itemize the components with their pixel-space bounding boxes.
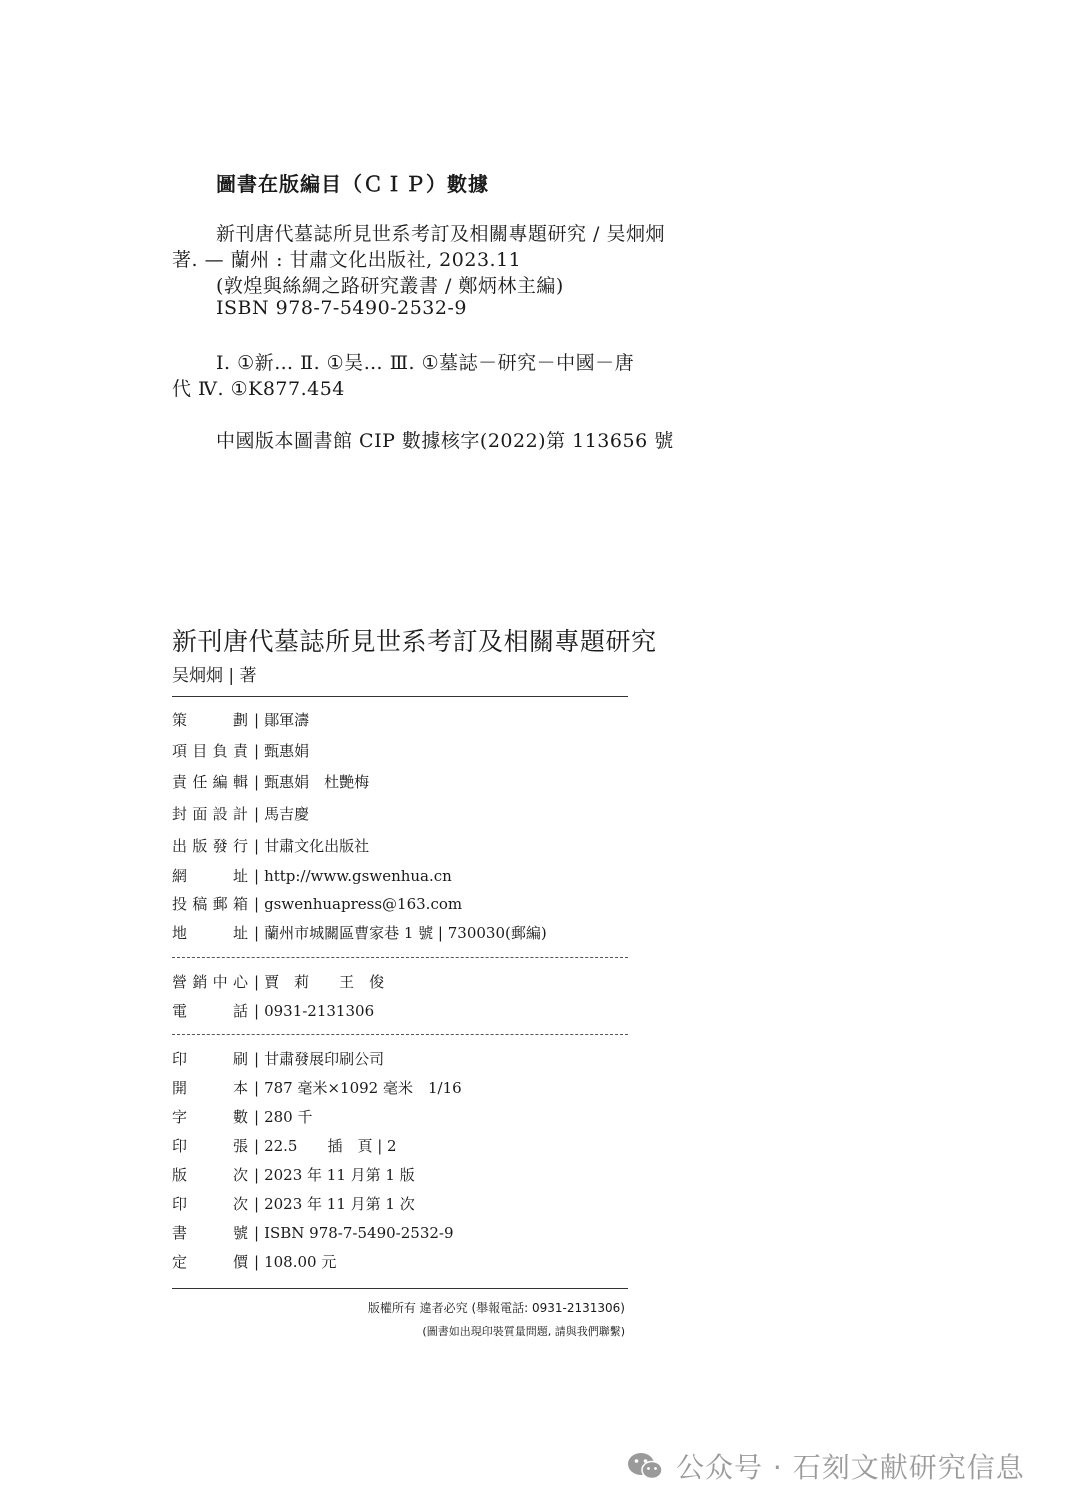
separator: |	[254, 866, 260, 885]
info-row-isbn	[172, 1222, 454, 1243]
info-label: 定價	[172, 1253, 248, 1271]
divider-solid	[172, 1288, 628, 1289]
separator: |	[254, 804, 260, 823]
separator: |	[254, 741, 260, 760]
info-value: 2023 年 11 月第 1 次	[264, 1195, 415, 1213]
info-value: 108.00 元	[264, 1253, 337, 1271]
info-row-website	[172, 865, 452, 886]
info-label: 策劃	[172, 711, 248, 729]
info-value: 甄惠娟 杜艷梅	[264, 773, 370, 791]
info-label: 地址	[172, 924, 248, 942]
separator: |	[254, 923, 260, 942]
info-label: 出版發行	[172, 837, 248, 855]
info-label: 項目負責	[172, 742, 248, 760]
cip-line: 新刊唐代墓誌所見世系考訂及相關專題研究 / 吴炯炯	[216, 223, 665, 245]
watermark-text: 公众号 · 石刻文献研究信息	[676, 1451, 1025, 1484]
book-title: 新刊唐代墓誌所見世系考訂及相關專題研究	[172, 627, 657, 656]
divider-dashed	[172, 957, 628, 958]
separator: |	[254, 894, 260, 913]
info-value: 0931-2131306	[264, 1001, 375, 1020]
info-value: 馬吉慶	[264, 805, 310, 823]
info-value: 22.5 插 頁 | 2	[264, 1137, 397, 1155]
info-row-edition	[172, 1164, 415, 1185]
info-row-phone	[172, 1000, 374, 1021]
wechat-icon	[626, 1451, 664, 1481]
separator: |	[254, 1194, 260, 1213]
separator: |	[254, 1223, 260, 1242]
info-label: 責任編輯	[172, 773, 248, 791]
info-row-address	[172, 922, 547, 943]
info-label: 營銷中心	[172, 973, 248, 991]
info-row-printing	[172, 1193, 415, 1214]
info-label: 開本	[172, 1079, 248, 1097]
divider-solid	[172, 696, 628, 697]
info-label: 字數	[172, 1108, 248, 1126]
info-label: 版次	[172, 1166, 248, 1184]
rights-notice: 版權所有 違者必究 (舉報電話: 0931-2131306)	[367, 1301, 625, 1315]
info-value: 甘肅發展印刷公司	[264, 1050, 385, 1068]
info-row-email	[172, 893, 462, 914]
info-label: 印次	[172, 1195, 248, 1213]
info-row-marketing	[172, 971, 384, 992]
info-label: 印張	[172, 1137, 248, 1155]
separator: |	[254, 1136, 260, 1155]
separator: |	[254, 1252, 260, 1271]
info-row-price	[172, 1251, 336, 1272]
cip-line: (敦煌與絲綢之路研究叢書 / 鄭炳林主編)	[216, 275, 564, 297]
separator: |	[254, 710, 260, 729]
info-value: 甄惠娟	[264, 742, 310, 760]
info-row-planning	[172, 709, 309, 730]
cip-line: Ⅰ. ①新… Ⅱ. ①吴… Ⅲ. ①墓誌－研究－中國－唐	[216, 352, 635, 374]
cip-line: 代 Ⅳ. ①K877.454	[172, 378, 345, 400]
info-value: 2023 年 11 月第 1 版	[264, 1166, 415, 1184]
separator: |	[254, 1165, 260, 1184]
divider-dashed	[172, 1034, 628, 1035]
cip-line: 著. — 蘭州 : 甘肅文化出版社, 2023.11	[172, 249, 522, 271]
info-row-printer	[172, 1048, 384, 1069]
separator: |	[254, 772, 260, 791]
separator: |	[254, 1078, 260, 1097]
info-label: 封面設計	[172, 805, 248, 823]
info-row-format	[172, 1077, 462, 1098]
info-row-word-count	[172, 1106, 312, 1127]
info-row-project-lead	[172, 740, 309, 761]
info-row-publisher	[172, 835, 369, 856]
separator: |	[254, 972, 260, 991]
info-row-cover-design	[172, 803, 309, 824]
info-label: 投稿郵箱	[172, 895, 248, 913]
website-link[interactable]: http://www.gswenhua.cn	[264, 866, 452, 885]
email-link[interactable]: gswenhuapress@163.com	[264, 894, 463, 913]
info-row-editors	[172, 771, 369, 792]
info-value: 鄖軍濤	[264, 711, 310, 729]
quality-note: (圖書如出現印裝質量問題, 請與我們聯繫)	[422, 1325, 625, 1338]
info-label: 電話	[172, 1002, 248, 1020]
info-label: 網址	[172, 867, 248, 885]
info-value: ISBN 978-7-5490-2532-9	[264, 1223, 454, 1242]
cip-heading: 圖書在版編目（ＣＩＰ）數據	[216, 172, 489, 196]
separator: |	[254, 1107, 260, 1126]
separator: |	[254, 1049, 260, 1068]
watermark	[626, 1446, 1025, 1486]
info-row-sheets	[172, 1135, 397, 1156]
cip-line: ISBN 978-7-5490-2532-9	[216, 297, 467, 319]
separator: |	[254, 1001, 260, 1020]
book-author: 吴炯炯 | 著	[172, 666, 257, 686]
separator: |	[254, 836, 260, 855]
info-value: 蘭州市城關區曹家巷 1 號 | 730030(郵編)	[264, 924, 547, 942]
cip-line: 中國版本圖書館 CIP 數據核字(2022)第 113656 號	[216, 430, 674, 452]
info-value: 280 千	[264, 1108, 313, 1126]
info-value: 賈 莉 王 俊	[264, 973, 385, 991]
info-label: 印刷	[172, 1050, 248, 1068]
info-value: 甘肅文化出版社	[264, 837, 370, 855]
info-label: 書號	[172, 1224, 248, 1242]
info-value: 787 毫米×1092 毫米 1/16	[264, 1079, 462, 1097]
